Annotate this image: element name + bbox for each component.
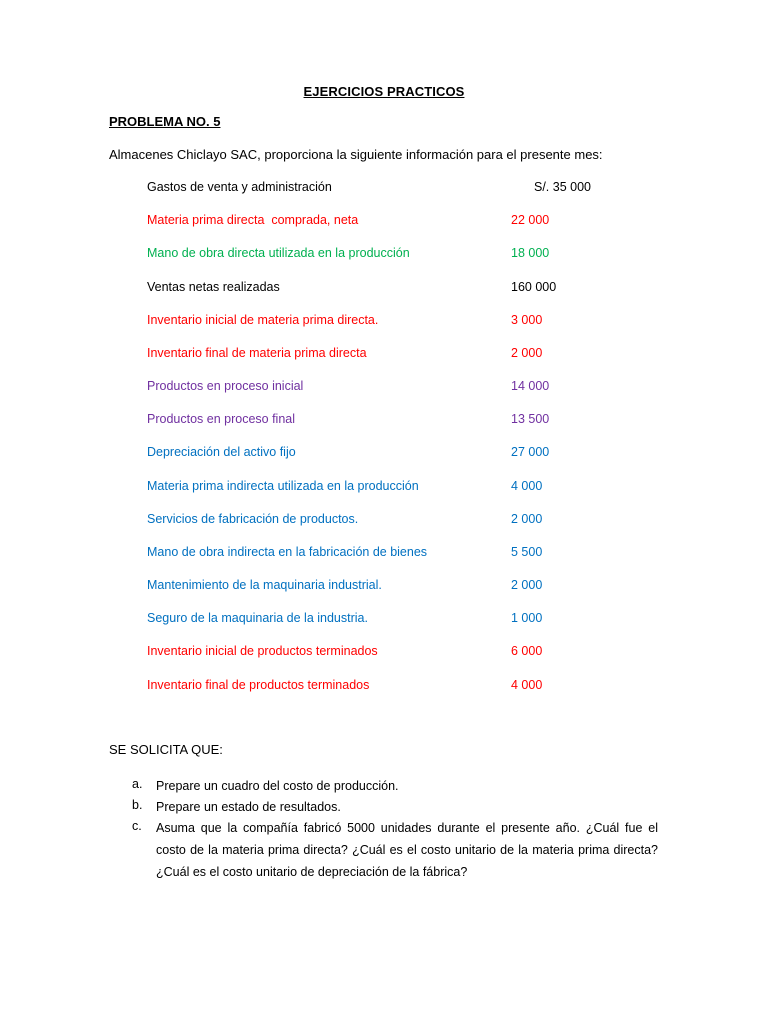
problem-heading: PROBLEMA NO. 5 bbox=[109, 114, 221, 129]
request-letter: c. bbox=[132, 819, 142, 833]
request-letter: a. bbox=[132, 777, 143, 791]
item-value: S/. 35 000 bbox=[534, 180, 591, 194]
item-value: 1 000 bbox=[511, 611, 543, 625]
item-value: 13 500 bbox=[511, 412, 550, 426]
item-label: Productos en proceso final bbox=[147, 412, 296, 426]
item-value: 5 500 bbox=[511, 545, 543, 559]
item-label: Inventario final de productos terminados bbox=[147, 678, 370, 692]
item-label: Gastos de venta y administración bbox=[147, 180, 332, 194]
request-text: Prepare un cuadro del costo de producción. bbox=[156, 779, 399, 793]
item-label: Mano de obra directa utilizada en la producción bbox=[147, 246, 410, 260]
list-item bbox=[147, 578, 707, 596]
list-item bbox=[147, 379, 707, 397]
list-item bbox=[147, 346, 707, 364]
item-label: Productos en proceso inicial bbox=[147, 379, 304, 393]
request-text: Prepare un estado de resultados. bbox=[156, 800, 341, 814]
list-item bbox=[147, 412, 707, 430]
item-label: Inventario final de materia prima directa bbox=[147, 346, 367, 360]
item-value: 2 000 bbox=[511, 346, 543, 360]
document-title: EJERCICIOS PRACTICOS bbox=[303, 84, 465, 99]
item-value: 160 000 bbox=[511, 280, 557, 294]
item-value: 2 000 bbox=[511, 578, 543, 592]
list-item bbox=[147, 246, 707, 264]
item-label: Inventario inicial de productos terminados bbox=[147, 644, 378, 658]
item-label: Depreciación del activo fijo bbox=[147, 445, 296, 459]
item-label: Servicios de fabricación de productos. bbox=[147, 512, 359, 526]
item-label: Inventario inicial de materia prima directa. bbox=[147, 313, 379, 327]
item-value: 6 000 bbox=[511, 644, 543, 658]
list-item bbox=[147, 545, 707, 563]
list-item bbox=[147, 445, 707, 463]
list-item bbox=[147, 180, 707, 198]
request-text: Asuma que la compañía fabricó 5000 unidades durante el presente año. ¿Cuál fue el costo de la materia prima directa? ¿Cuál es el costo unitario de la materia prima directa? ¿Cuál es el costo unitario de depreciación de la fábrica? bbox=[156, 821, 658, 879]
item-value: 3 000 bbox=[511, 313, 543, 327]
item-value: 27 000 bbox=[511, 445, 550, 459]
list-item bbox=[147, 678, 707, 696]
item-value: 18 000 bbox=[511, 246, 550, 260]
request-letter: b. bbox=[132, 798, 143, 812]
item-label: Seguro de la maquinaria de la industria. bbox=[147, 611, 368, 625]
list-item bbox=[147, 213, 707, 231]
item-label: Materia prima directa comprada, neta bbox=[147, 213, 359, 227]
item-label: Mano de obra indirecta en la fabricación de bienes bbox=[147, 545, 428, 559]
item-value: 14 000 bbox=[511, 379, 550, 393]
list-item bbox=[147, 280, 707, 298]
item-value: 4 000 bbox=[511, 678, 543, 692]
list-item bbox=[147, 512, 707, 530]
item-value: 2 000 bbox=[511, 512, 543, 526]
list-item bbox=[147, 611, 707, 629]
item-label: Ventas netas realizadas bbox=[147, 280, 280, 294]
item-label: Materia prima indirecta utilizada en la producción bbox=[147, 479, 419, 493]
list-item bbox=[147, 644, 707, 662]
intro-paragraph: Almacenes Chiclayo SAC, proporciona la siguiente información para el presente mes: bbox=[109, 147, 603, 162]
item-value: 4 000 bbox=[511, 479, 543, 493]
item-label: Mantenimiento de la maquinaria industrial. bbox=[147, 578, 382, 592]
list-item bbox=[147, 479, 707, 497]
list-item bbox=[147, 313, 707, 331]
request-heading: SE SOLICITA QUE: bbox=[109, 742, 223, 757]
item-value: 22 000 bbox=[511, 213, 550, 227]
